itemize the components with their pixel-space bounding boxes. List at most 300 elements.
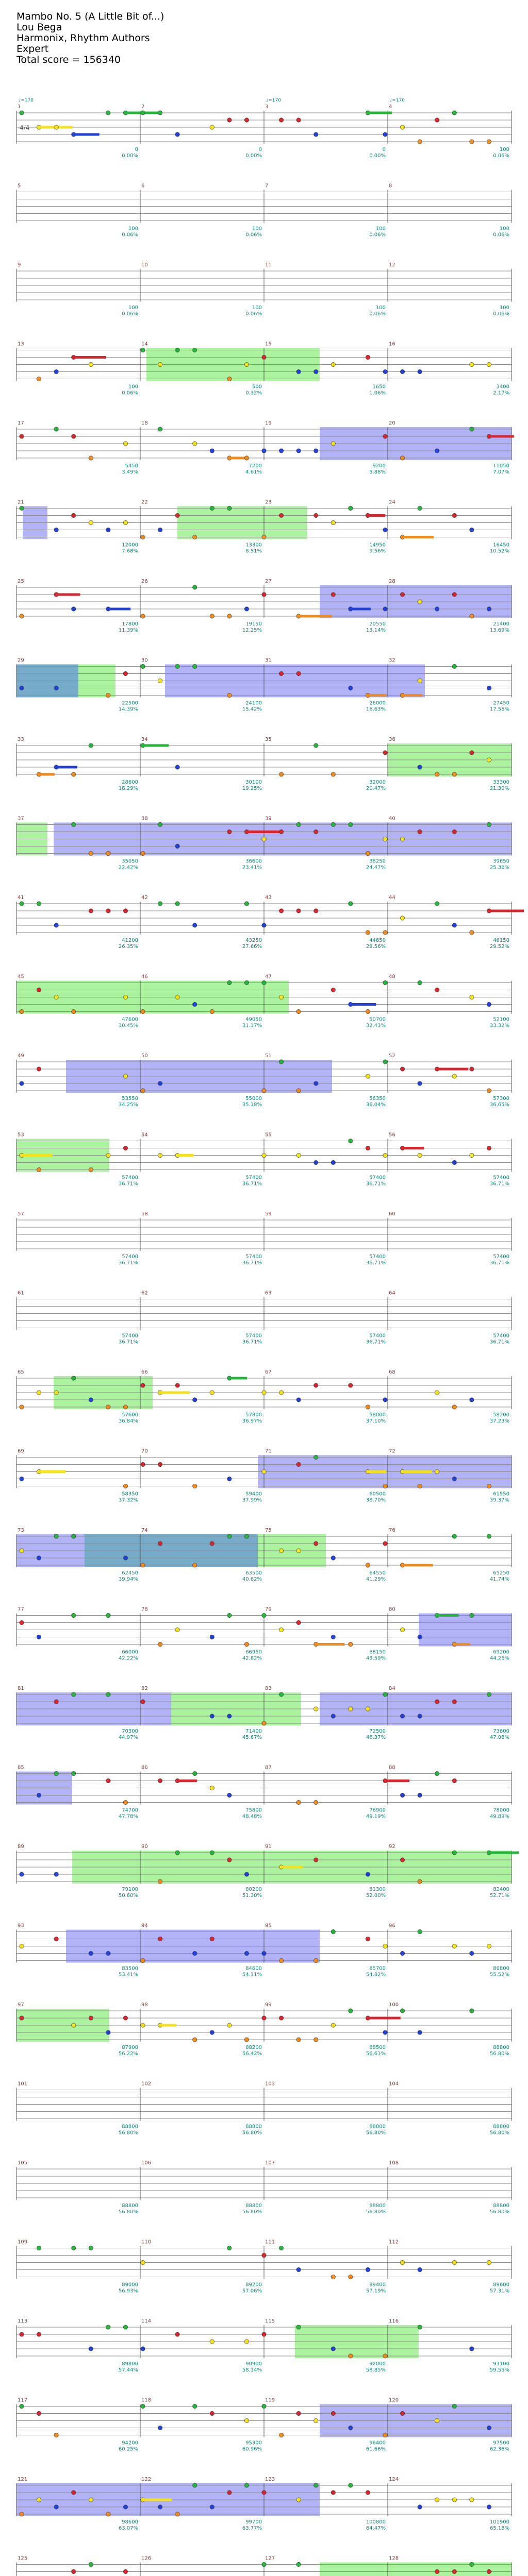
note-gem — [54, 369, 58, 374]
measure-score: 20550 — [369, 621, 386, 627]
note-gem — [227, 829, 232, 834]
measure-score: 62450 — [122, 1570, 138, 1576]
measure-number: 49 — [18, 1053, 24, 1059]
note-gem — [452, 1851, 456, 1855]
sustain-tail — [56, 594, 80, 596]
measure-number: 17 — [18, 420, 24, 426]
note-gem — [383, 1398, 387, 1402]
note-gem — [296, 2038, 301, 2042]
measure-number: 85 — [18, 1765, 24, 1771]
note-gem — [89, 2347, 93, 2351]
note-gem — [123, 995, 127, 999]
note-gem — [383, 528, 387, 532]
note-gem — [418, 679, 422, 683]
measure-score: 21400 — [493, 621, 509, 627]
sustain-tail — [403, 694, 422, 697]
note-gem — [158, 902, 162, 906]
measure-percent: 36.71% — [489, 1260, 509, 1266]
note-gem — [123, 520, 127, 524]
measure-number: 67 — [265, 1369, 272, 1375]
measure-percent: 0.06% — [369, 232, 386, 238]
note-gem — [435, 2418, 439, 2422]
measure-number: 39 — [265, 816, 272, 822]
note-gem — [210, 1391, 214, 1395]
note-gem — [314, 1160, 318, 1164]
note-gem — [470, 2498, 474, 2502]
measure-number: 66 — [141, 1369, 148, 1375]
note-gem — [20, 902, 24, 906]
measure-number: 58 — [141, 1211, 148, 1217]
measure-percent: 58.14% — [242, 2367, 262, 2373]
sustain-tail — [160, 1392, 190, 1394]
note-gem — [366, 1146, 370, 1150]
note-gem — [262, 923, 266, 927]
note-gem — [37, 902, 41, 906]
note-gem — [383, 2433, 387, 2437]
measure-score: 73600 — [493, 1728, 509, 1734]
note-gem — [349, 902, 353, 906]
measure-percent: 53.41% — [118, 1972, 138, 1978]
note-gem — [452, 1534, 456, 1538]
note-gem — [279, 1391, 283, 1395]
note-gem — [470, 2009, 474, 2013]
measure-score: 88800 — [493, 2124, 509, 2130]
note-gem — [227, 1714, 232, 1718]
difficulty-label: Expert — [16, 43, 49, 55]
note-gem — [470, 528, 474, 532]
sustain-tail — [56, 766, 77, 769]
note-gem — [20, 614, 24, 618]
measure-number: 124 — [389, 2477, 399, 2482]
note-gem — [141, 2404, 145, 2408]
measure-number: 79 — [265, 1606, 272, 1613]
note-gem — [158, 427, 162, 431]
measure-percent: 44.26% — [489, 1655, 509, 1662]
measure-number: 114 — [141, 2318, 152, 2324]
measure-percent: 57.31% — [489, 2288, 509, 2294]
measure-score: 100800 — [366, 2519, 386, 2525]
note-gem — [175, 1628, 179, 1632]
note-gem — [141, 614, 145, 618]
note-gem — [244, 118, 249, 122]
note-gem — [487, 686, 491, 690]
note-gem — [452, 923, 456, 927]
measure-number: 120 — [389, 2397, 399, 2403]
measure-score: 57400 — [369, 1333, 386, 1339]
note-gem — [470, 2347, 474, 2351]
note-gem — [279, 1692, 283, 1697]
measure-score: 88500 — [369, 2045, 386, 2050]
note-gem — [123, 671, 127, 675]
measure-number: 99 — [265, 2002, 272, 2008]
note-gem — [20, 2512, 24, 2516]
note-gem — [89, 2246, 93, 2250]
note-gem — [418, 2325, 422, 2329]
measure-score: 28600 — [122, 779, 138, 785]
measure-percent: 57.06% — [242, 2288, 262, 2294]
measure-score: 100 — [128, 226, 138, 232]
note-gem — [175, 2512, 179, 2516]
note-gem — [400, 916, 404, 920]
measure-number: 7 — [265, 183, 269, 189]
note-gem — [158, 1642, 162, 1646]
note-gem — [158, 2505, 162, 2509]
measure-score: 58200 — [493, 1412, 509, 1418]
note-gem — [331, 520, 335, 524]
note-gem — [418, 2267, 422, 2272]
note-gem — [296, 1089, 301, 1093]
measure-score: 92000 — [369, 2361, 386, 2367]
note-gem — [418, 1635, 422, 1639]
note-gem — [54, 427, 58, 431]
measure-percent: 36.71% — [366, 1339, 386, 1345]
measure-score: 87900 — [122, 2045, 138, 2050]
note-gem — [452, 829, 456, 834]
note-gem — [244, 362, 249, 366]
note-gem — [123, 1074, 127, 1078]
note-gem — [193, 2038, 197, 2042]
note-gem — [20, 686, 24, 690]
measure-score: 500 — [252, 384, 262, 390]
measure-percent: 0.00% — [245, 153, 262, 159]
note-gem — [331, 1556, 335, 1560]
song-title: Mambo No. 5 (A Little Bit of...) — [16, 11, 164, 22]
note-gem — [123, 1484, 127, 1488]
measure-number: 57 — [18, 1211, 24, 1217]
measure-score: 89800 — [122, 2361, 138, 2367]
note-gem — [193, 2404, 197, 2408]
note-gem — [314, 829, 318, 834]
measure-percent: 64.47% — [366, 2526, 386, 2531]
measure-number: 51 — [265, 1053, 272, 1059]
measure-percent: 40.62% — [242, 1577, 262, 1582]
measure-score: 33300 — [493, 779, 509, 785]
measure-number: 8 — [389, 183, 392, 189]
note-gem — [175, 765, 179, 769]
note-gem — [262, 1469, 266, 1473]
note-gem — [210, 1714, 214, 1718]
measure-score: 49050 — [245, 1016, 262, 1023]
note-gem — [54, 1771, 58, 1775]
note-gem — [210, 1009, 214, 1013]
measure-percent: 1.06% — [369, 390, 386, 396]
measure-score: 84600 — [245, 1965, 262, 1972]
note-gem — [470, 930, 474, 935]
note-gem — [210, 506, 214, 510]
note-gem — [331, 592, 335, 597]
measure-percent: 56.80% — [366, 2130, 386, 2136]
note-gem — [383, 607, 387, 611]
note-gem — [487, 758, 491, 762]
measure-number: 46 — [141, 974, 148, 980]
measure-number: 5 — [18, 183, 21, 189]
note-gem — [349, 1139, 353, 1143]
measure-percent: 36.71% — [366, 1181, 386, 1187]
note-gem — [54, 125, 58, 129]
measure-number: 20 — [389, 420, 395, 426]
note-gem — [141, 664, 145, 668]
note-gem — [400, 1858, 404, 1862]
measure-score: 57400 — [493, 1175, 509, 1181]
measure-percent: 0.06% — [369, 311, 386, 317]
measure-number: 107 — [265, 2160, 275, 2166]
sustain-tail — [368, 694, 387, 697]
measure-percent: 25.36% — [489, 865, 509, 871]
measure-score: 98600 — [122, 2519, 138, 2525]
measure-score: 14950 — [369, 542, 386, 548]
note-gem — [175, 844, 179, 848]
note-gem — [106, 111, 110, 115]
note-gem — [20, 1081, 24, 1086]
note-gem — [366, 1707, 370, 1711]
measure-percent: 35.18% — [242, 1102, 262, 1108]
measure-number: 118 — [141, 2397, 152, 2403]
note-gem — [141, 111, 145, 115]
measure-score: 19150 — [245, 621, 262, 627]
measure-percent: 61.66% — [366, 2446, 386, 2452]
measure-score: 5450 — [125, 463, 138, 469]
measure-score: 70300 — [122, 1728, 138, 1734]
note-gem — [418, 1484, 422, 1488]
note-gem — [487, 362, 491, 366]
measure-score: 100 — [252, 305, 262, 311]
note-gem — [331, 1635, 335, 1639]
note-gem — [435, 607, 439, 611]
note-gem — [279, 1060, 283, 1064]
measure-percent: 56.93% — [118, 2288, 138, 2294]
note-gem — [418, 1153, 422, 1157]
measure-percent: 45.67% — [242, 1735, 262, 1740]
measure-score: 57300 — [493, 1096, 509, 1101]
measure-percent: 37.23% — [489, 1418, 509, 1424]
note-gem — [141, 1563, 145, 1567]
note-gem — [435, 1771, 439, 1775]
measure-number: 28 — [389, 579, 395, 584]
measure-percent: 0.06% — [493, 153, 509, 159]
note-gem — [89, 851, 93, 855]
note-gem — [452, 664, 456, 668]
note-gem — [349, 1642, 353, 1646]
measure-percent: 52.71% — [489, 1893, 509, 1899]
note-gem — [89, 1167, 93, 1172]
note-gem — [193, 585, 197, 589]
measure-number: 30 — [141, 657, 148, 664]
note-gem — [262, 1721, 266, 1725]
note-gem — [279, 513, 283, 517]
measure-number: 52 — [389, 1053, 395, 1059]
measure-percent: 20.47% — [366, 786, 386, 791]
note-gem — [400, 1714, 404, 1718]
measure-score: 57400 — [245, 1175, 262, 1181]
note-gem — [314, 2418, 318, 2422]
measure-number: 95 — [265, 1923, 272, 1929]
measure-score: 57400 — [493, 1254, 509, 1260]
note-gem — [244, 2418, 249, 2422]
measure-percent: 56.80% — [118, 2209, 138, 2215]
note-gem — [262, 837, 266, 841]
measure-percent: 62.36% — [489, 2446, 509, 2452]
note-gem — [400, 1628, 404, 1632]
note-gem — [418, 980, 422, 985]
measure-percent: 5.88% — [369, 469, 386, 475]
measure-number: 106 — [141, 2160, 152, 2166]
measure-score: 43250 — [245, 938, 262, 943]
note-gem — [193, 535, 197, 539]
note-gem — [158, 2426, 162, 2430]
tempo-marker: ♩=170 — [390, 98, 405, 103]
note-gem — [487, 140, 491, 144]
note-gem — [210, 449, 214, 453]
note-gem — [296, 449, 301, 453]
note-gem — [331, 362, 335, 366]
note-gem — [193, 1398, 197, 1402]
measure-percent: 31.37% — [242, 1023, 262, 1029]
measure-number: 26 — [141, 579, 148, 584]
note-gem — [366, 1405, 370, 1409]
note-gem — [244, 2340, 249, 2344]
measure-percent: 41.29% — [366, 1577, 386, 1582]
measure-score: 100 — [499, 305, 509, 311]
note-gem — [106, 909, 110, 913]
sustain-tail — [368, 2017, 400, 2020]
note-gem — [470, 140, 474, 144]
sustain-tail — [368, 1470, 386, 1473]
measure-percent: 24.47% — [366, 865, 386, 871]
note-gem — [366, 2490, 370, 2495]
measure-number: 69 — [18, 1448, 24, 1454]
note-gem — [400, 2411, 404, 2415]
measure-number: 9 — [18, 262, 21, 268]
measure-percent: 13.14% — [366, 628, 386, 633]
measure-number: 78 — [141, 1606, 148, 1613]
measure-number: 10 — [141, 262, 148, 268]
note-gem — [470, 995, 474, 999]
sustain-tail — [246, 831, 282, 833]
measure-number: 31 — [265, 657, 272, 664]
note-gem — [262, 355, 266, 359]
note-gem — [418, 1929, 422, 1934]
tempo-marker: ♩=170 — [266, 98, 281, 103]
measure-percent: 32.43% — [366, 1023, 386, 1029]
note-gem — [331, 2347, 335, 2351]
measure-score: 100 — [375, 226, 386, 232]
measure-percent: 2.17% — [493, 390, 509, 396]
note-gem — [72, 1534, 76, 1538]
note-gem — [314, 2483, 318, 2487]
sustain-tail — [368, 112, 391, 114]
note-gem — [72, 1009, 76, 1013]
note-gem — [89, 456, 93, 460]
measure-score: 50700 — [369, 1016, 386, 1023]
measure-number: 73 — [18, 1528, 24, 1533]
measure-percent: 49.19% — [366, 1814, 386, 1820]
note-gem — [487, 2260, 491, 2264]
note-gem — [314, 369, 318, 374]
note-gem — [331, 2490, 335, 2495]
note-gem — [54, 1872, 58, 1876]
measure-number: 117 — [18, 2397, 28, 2403]
sustain-tail — [437, 1068, 468, 1071]
measure-number: 125 — [18, 2555, 28, 2562]
measure-number: 4 — [389, 104, 392, 110]
measure-score: 9200 — [372, 463, 386, 469]
note-gem — [72, 2023, 76, 2027]
sustain-tail — [143, 744, 169, 747]
note-gem — [279, 909, 283, 913]
measure-score: 44650 — [369, 938, 386, 943]
note-gem — [106, 693, 110, 697]
note-gem — [106, 528, 110, 532]
measure-number: 94 — [141, 1923, 148, 1929]
note-gem — [314, 1383, 318, 1387]
measure-number: 33 — [18, 737, 24, 742]
note-gem — [400, 1793, 404, 1797]
measure-percent: 57.44% — [118, 2367, 138, 2373]
measure-number: 82 — [141, 1686, 148, 1691]
sustain-tail — [385, 1780, 409, 1782]
measure-number: 34 — [141, 737, 148, 742]
measure-percent: 54.11% — [242, 1972, 262, 1978]
note-gem — [314, 1541, 318, 1546]
note-gem — [314, 1958, 318, 1962]
measure-number: 91 — [265, 1844, 272, 1850]
measure-percent: 30.45% — [118, 1023, 138, 1029]
note-gem — [158, 1879, 162, 1884]
measure-score: 72500 — [369, 1728, 386, 1734]
note-gem — [141, 1958, 145, 1962]
measure-number: 72 — [389, 1448, 395, 1454]
note-gem — [262, 1951, 266, 1955]
note-gem — [37, 1167, 41, 1172]
measure-number: 41 — [18, 895, 24, 901]
sustain-tail — [403, 1564, 433, 1567]
sustain-tail — [351, 608, 371, 611]
note-gem — [72, 1376, 76, 1380]
measure-score: 0 — [382, 147, 386, 152]
note-gem — [331, 988, 335, 992]
measure-percent: 36.71% — [118, 1181, 138, 1187]
measure-score: 68150 — [369, 1649, 386, 1655]
measure-number: 22 — [141, 499, 148, 505]
note-gem — [435, 1700, 439, 1704]
note-gem — [435, 449, 439, 453]
measure-percent: 22.42% — [118, 865, 138, 871]
note-gem — [366, 851, 370, 855]
measure-number: 15 — [265, 341, 272, 347]
note-gem — [37, 377, 41, 381]
note-gem — [175, 348, 179, 352]
note-gem — [279, 2246, 283, 2250]
note-gem — [193, 923, 197, 927]
note-gem — [452, 2498, 456, 2502]
measure-number: 70 — [141, 1448, 148, 1454]
measure-percent: 0.06% — [122, 311, 138, 317]
note-gem — [123, 2325, 127, 2329]
note-gem — [418, 140, 422, 144]
measure-percent: 16.63% — [366, 706, 386, 713]
measure-score: 47600 — [122, 1016, 138, 1023]
note-gem — [244, 1642, 249, 1646]
note-gem — [210, 1635, 214, 1639]
measure-score: 79100 — [122, 1887, 138, 1892]
sustain-tail — [108, 608, 130, 611]
note-gem — [123, 1800, 127, 1804]
sustain-tail — [282, 1866, 303, 1869]
note-gem — [141, 2347, 145, 2351]
note-gem — [400, 1951, 404, 1955]
note-gem — [470, 362, 474, 366]
note-gem — [72, 772, 76, 776]
